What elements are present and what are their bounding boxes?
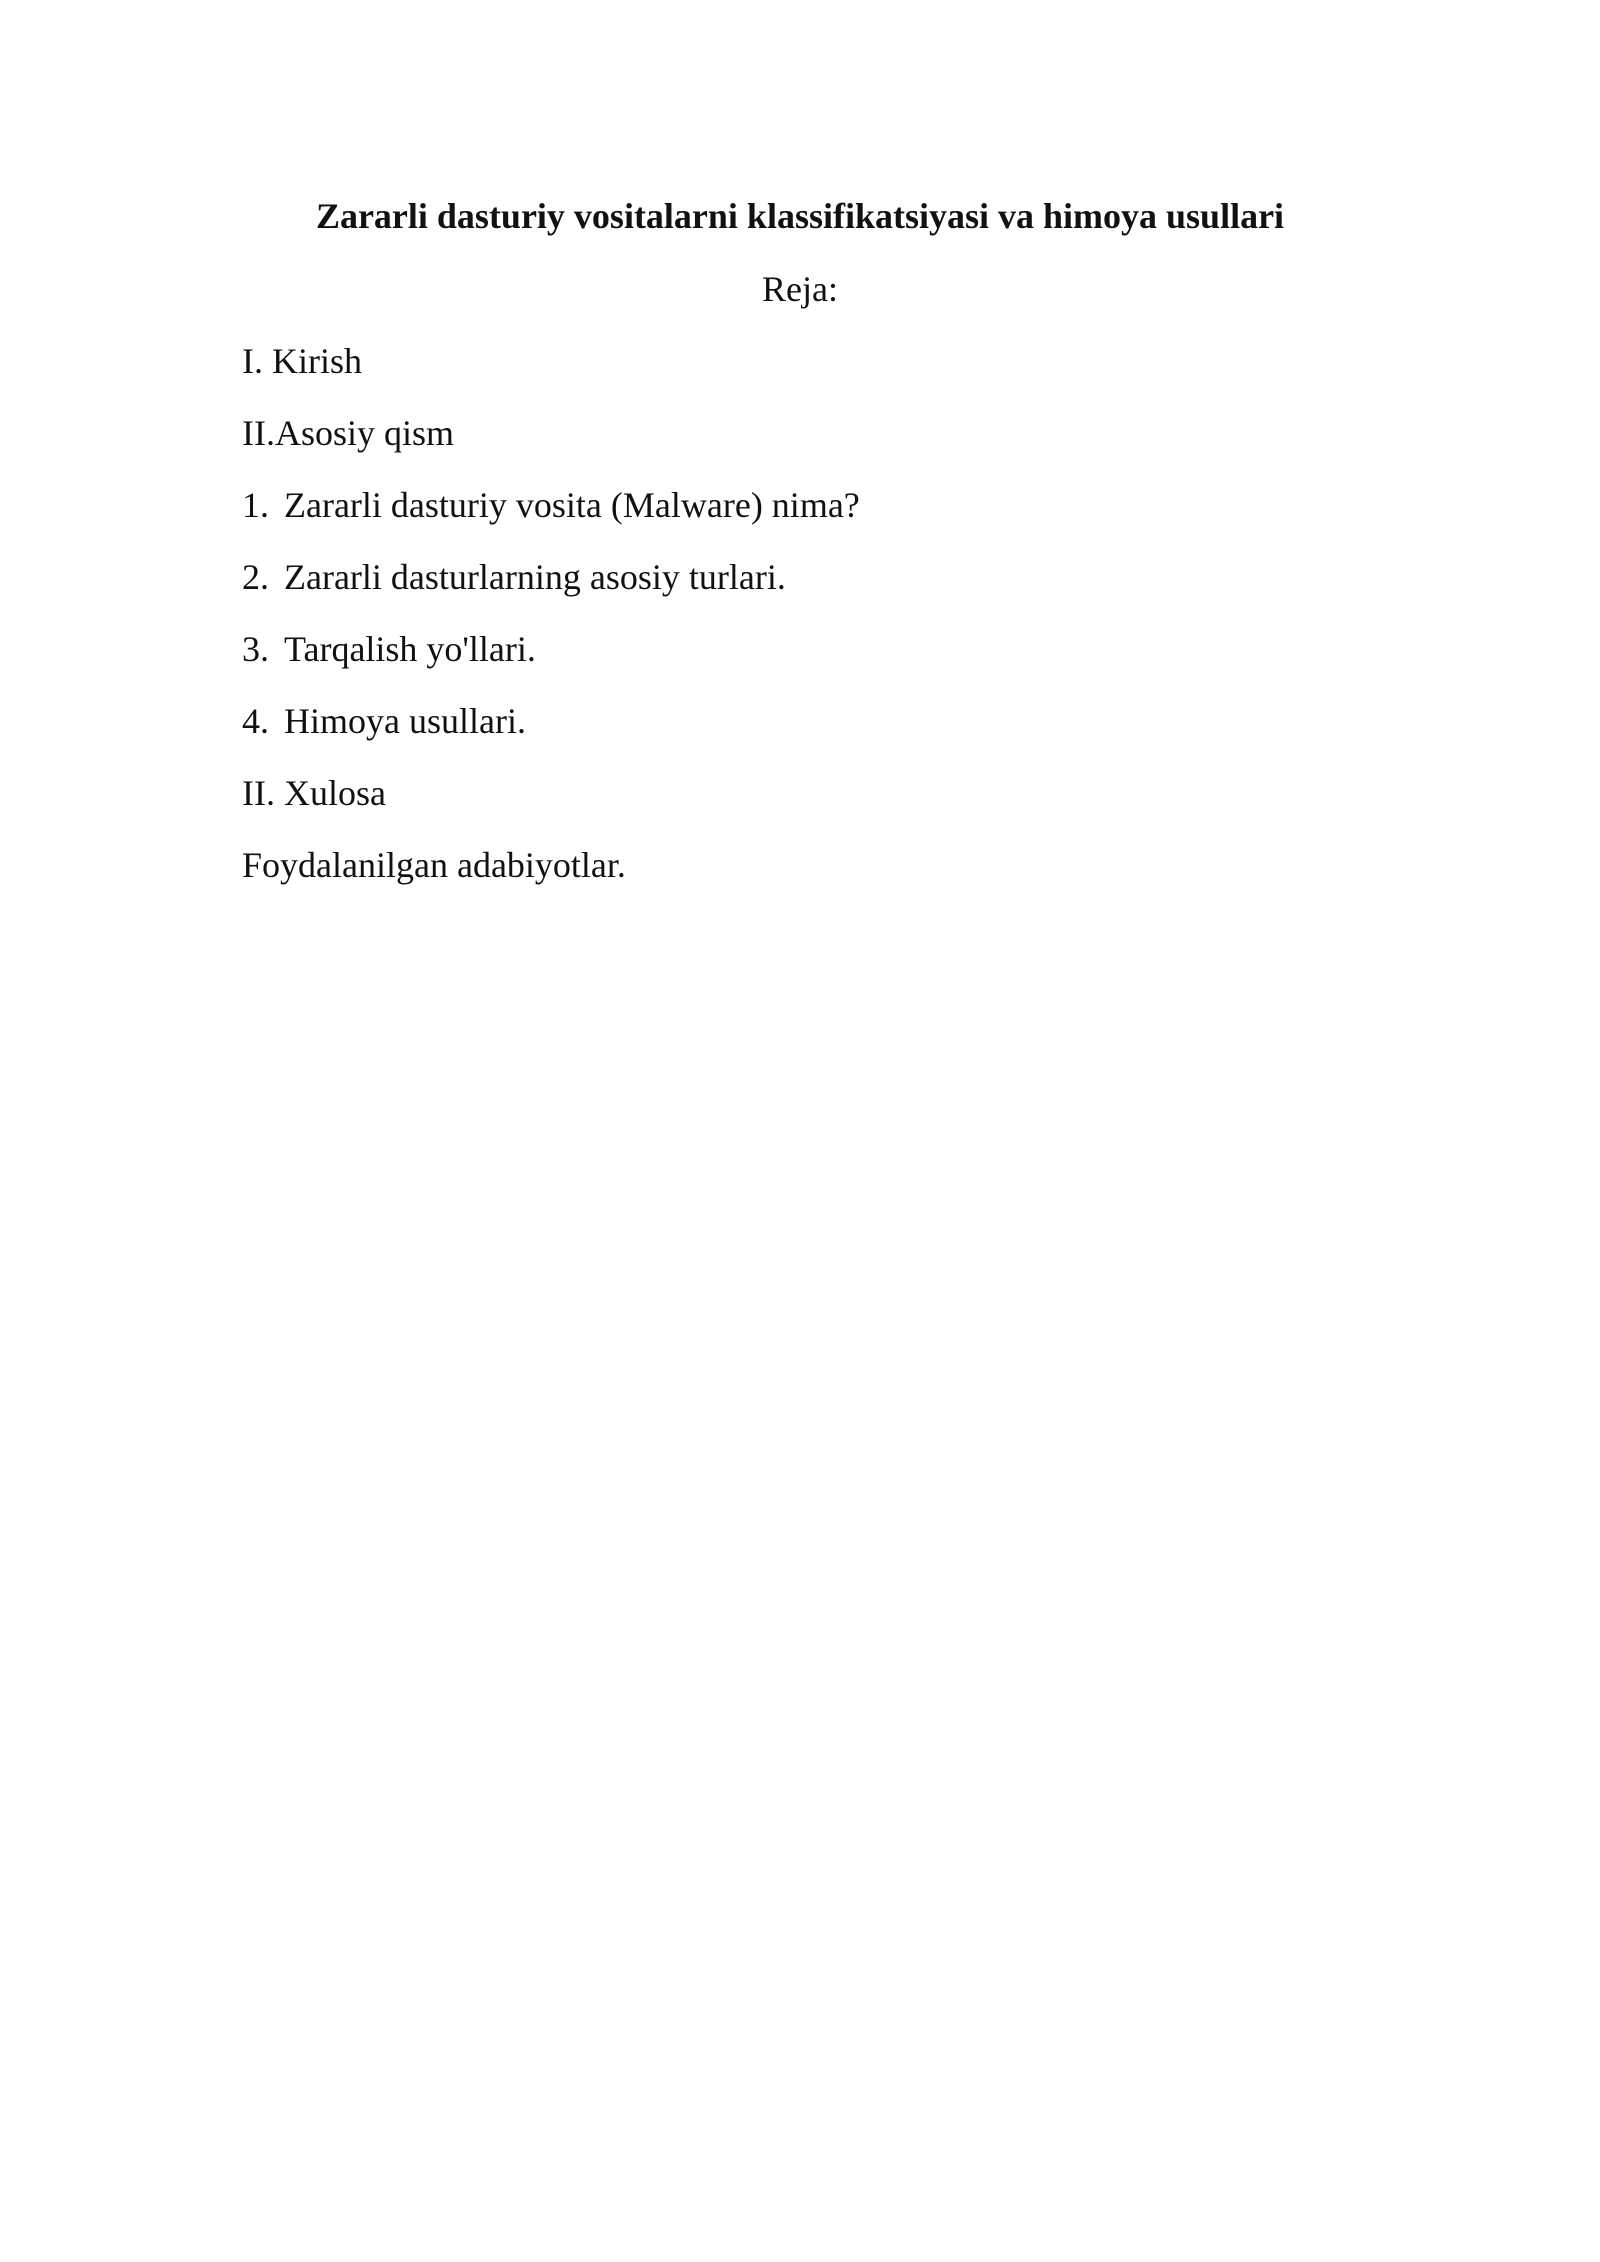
outline-item-text: II. Xulosa bbox=[242, 773, 386, 813]
outline-item-conclusion bbox=[242, 770, 860, 816]
outline-item-distribution bbox=[242, 626, 860, 672]
outline-item-number: 3. bbox=[242, 629, 269, 669]
outline-item-malware-types bbox=[242, 554, 860, 600]
outline-item-number: 4. bbox=[242, 701, 269, 741]
outline-item-introduction bbox=[242, 338, 860, 384]
document-title: Zararli dasturiy vositalarni klassifikatsiyasi va himoya usullari bbox=[315, 196, 1285, 236]
plan-outline bbox=[242, 338, 860, 914]
outline-item-text: I. Kirish bbox=[242, 341, 362, 381]
outline-item-text: II.Asosiy qism bbox=[242, 413, 455, 453]
outline-item-malware-definition bbox=[242, 482, 860, 528]
outline-item-text: Foydalanilgan adabiyotlar. bbox=[242, 845, 626, 885]
outline-item-text: Tarqalish yo'llari. bbox=[284, 629, 536, 669]
outline-item-text: Zararli dasturlarning asosiy turlari. bbox=[284, 557, 786, 597]
outline-item-number: 2. bbox=[242, 557, 269, 597]
outline-item-main-part bbox=[242, 410, 860, 456]
plan-heading: Reja: bbox=[762, 269, 838, 309]
outline-item-protection bbox=[242, 698, 860, 744]
outline-item-number: 1. bbox=[242, 485, 269, 525]
outline-item-references bbox=[242, 842, 860, 888]
outline-item-text: Zararli dasturiy vosita (Malware) nima? bbox=[284, 485, 860, 525]
outline-item-text: Himoya usullari. bbox=[284, 701, 526, 741]
